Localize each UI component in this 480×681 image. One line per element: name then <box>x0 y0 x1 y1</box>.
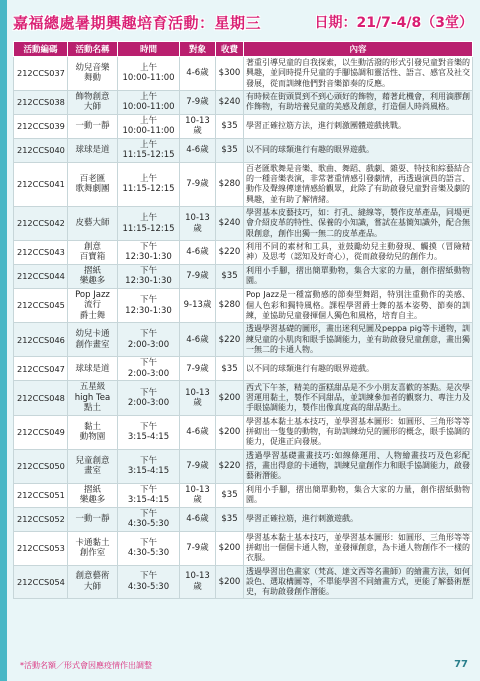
activity-time: 下午 2:00-3:00 <box>118 323 180 357</box>
activity-desc: 有時候在街頭買到不到心頭好的飾物，藉著此機會，利用滴膠創作飾物，有助培養兒童的美感及創意，打造個人時尚風格。 <box>244 90 473 114</box>
table-row <box>14 483 473 507</box>
table-row <box>14 449 473 483</box>
activity-desc: 學習正確拉筋方法，進行刺激團體遊戲挑戰。 <box>244 114 473 138</box>
activity-time: 上午 10:00-11:00 <box>118 90 180 114</box>
activity-fee: $35 <box>216 114 244 138</box>
activity-code: 212CCS054 <box>14 565 68 599</box>
activity-desc: 透過學習基礎畫畫技巧:如線條運用、人物繪畫技巧及色彩配搭，畫出得意的卡通物，訓練兒童創作力和眼手協調能力，啟發藝術潛能。 <box>244 449 473 483</box>
activity-time: 下午 3:15-4:15 <box>118 415 180 449</box>
activity-fee: $220 <box>216 449 244 483</box>
activity-code: 212CCS043 <box>14 240 68 264</box>
table-header-row <box>14 42 473 57</box>
activity-name: 一動一靜 <box>68 114 118 138</box>
activity-time: 下午 4:30-5:30 <box>118 531 180 565</box>
activity-time: 上午 10:00-11:00 <box>118 114 180 138</box>
activity-age: 10-13歲 <box>180 207 216 241</box>
activity-age: 7-9歲 <box>180 449 216 483</box>
activity-code: 212CCS041 <box>14 162 68 206</box>
activity-age: 7-9歲 <box>180 357 216 381</box>
activity-age: 9-13歲 <box>180 288 216 323</box>
activity-fee: $240 <box>216 90 244 114</box>
activity-age: 4-6歲 <box>180 415 216 449</box>
activity-time: 下午 3:15-4:15 <box>118 449 180 483</box>
page-header <box>13 7 473 37</box>
col-header-age: 對象 <box>180 42 216 57</box>
table-row <box>14 138 473 162</box>
activity-code: 212CCS037 <box>14 57 68 91</box>
col-header-name: 活動名稱 <box>68 42 118 57</box>
activity-code: 212CCS047 <box>14 357 68 381</box>
activity-fee: $280 <box>216 288 244 323</box>
activity-fee: $280 <box>216 162 244 206</box>
activity-desc: 以不同的球類進行有趣的眼界遊戲。 <box>244 357 473 381</box>
activity-desc: 著重引導兒童的自我探索，以生動活潑的形式引發兒童對音樂的興趣，並同時提升兒童的手腳協調和靈活性、語言、感官及社交發展，從而訓練他們對音樂節奏的反應。 <box>244 57 473 91</box>
activity-code: 212CCS038 <box>14 90 68 114</box>
table-row <box>14 57 473 91</box>
table-row <box>14 162 473 206</box>
table-row <box>14 288 473 323</box>
table-row <box>14 357 473 381</box>
activity-desc: 學習基本皮藝技巧，如：打孔、縫線等，製作皮革產品，同場更會介紹皮革的特性、保養的小知識，嘗試在基簡知識外，配合無限創意，創作出獨一無二的皮革產品。 <box>244 207 473 241</box>
activity-time: 下午 4:30-5:30 <box>118 565 180 599</box>
footer-note: *活動名額／形式會因應疫情作出調整 <box>20 661 152 670</box>
activity-age: 10-13歲 <box>180 114 216 138</box>
activity-time: 下午 2:00-3:00 <box>118 381 180 416</box>
activity-age: 4-6歲 <box>180 323 216 357</box>
page-number: 77 <box>454 659 468 670</box>
col-header-desc: 內容 <box>244 42 473 57</box>
activity-name: 幼兒卡通 創作畫室 <box>68 323 118 357</box>
activity-name: 創意 百寶箱 <box>68 240 118 264</box>
activity-age: 4-6歲 <box>180 507 216 531</box>
table-row <box>14 323 473 357</box>
activity-age: 7-9歲 <box>180 264 216 288</box>
activity-fee: $35 <box>216 138 244 162</box>
date-range: 日期：21/7-4/8（3堂） <box>314 15 473 31</box>
activity-time: 上午 11:15-12:15 <box>118 138 180 162</box>
activity-desc: 透過學習出色畫家（梵高、達文西等名畫師）的繪畫方法，如何設色、選取構圖等，不單能學習不同繪畫方式，更能了解藝術歷史，有助啟發創作潛能。 <box>244 565 473 599</box>
activity-name: 一動一靜 <box>68 507 118 531</box>
activity-code: 212CCS052 <box>14 507 68 531</box>
activity-fee: $35 <box>216 264 244 288</box>
activity-code: 212CCS040 <box>14 138 68 162</box>
activity-code: 212CCS049 <box>14 415 68 449</box>
page-title: 嘉福總處暑期興趣培育活動：星期三 <box>13 13 262 32</box>
activity-age: 10-13歲 <box>180 381 216 416</box>
activity-fee: $200 <box>216 381 244 416</box>
activity-time: 上午 11:15-12:15 <box>118 162 180 206</box>
activity-fee: $220 <box>216 323 244 357</box>
activity-fee: $35 <box>216 507 244 531</box>
activity-fee: $200 <box>216 531 244 565</box>
activity-time: 下午 12:30-1:30 <box>118 240 180 264</box>
table-row <box>14 531 473 565</box>
col-header-code: 活動編碼 <box>14 42 68 57</box>
activity-code: 212CCS051 <box>14 483 68 507</box>
activity-code: 212CCS039 <box>14 114 68 138</box>
activity-code: 212CCS050 <box>14 449 68 483</box>
activity-desc: Pop Jazz是一種富動感的節奏型舞蹈，特別注重動作的美感、個人色彩和獨特風格。課程學習爵士舞的基本姿勢、節奏的訓練，並協助兒童發揮個人獨色和風格，培育自主。 <box>244 288 473 323</box>
activity-time: 下午 4:30-5:30 <box>118 507 180 531</box>
table-body <box>14 57 473 599</box>
activity-name: 皮藝大師 <box>68 207 118 241</box>
activity-time: 上午 11:15-12:15 <box>118 207 180 241</box>
activity-age: 7-9歲 <box>180 531 216 565</box>
activity-code: 212CCS048 <box>14 381 68 416</box>
activity-desc: 利用小手腳，摺出簡單動物，集合大家的力量，創作摺紙動物園。 <box>244 264 473 288</box>
activity-name: 飾物創意 大師 <box>68 90 118 114</box>
activity-age: 10-13歲 <box>180 565 216 599</box>
activity-name: 五星級 high Tea 點土 <box>68 381 118 416</box>
activity-age: 10-13歲 <box>180 483 216 507</box>
activity-code: 212CCS044 <box>14 264 68 288</box>
activity-time: 上午 10:00-11:00 <box>118 57 180 91</box>
activity-fee: $35 <box>216 357 244 381</box>
activity-name: Pop Jazz 流行 爵士舞 <box>68 288 118 323</box>
activity-fee: $300 <box>216 57 244 91</box>
activity-time: 下午 3:15-4:15 <box>118 483 180 507</box>
activity-code: 212CCS042 <box>14 207 68 241</box>
activity-name: 卡通黏土 創作室 <box>68 531 118 565</box>
table-row <box>14 381 473 416</box>
activity-fee: $35 <box>216 483 244 507</box>
activity-age: 7-9歲 <box>180 162 216 206</box>
table-row <box>14 507 473 531</box>
activity-desc: 學習基本黏土基本技巧，並學習基本圖形：如圓形、三角形等等拼砌出一個個卡通人物，並發揮創意，為卡通人物創作不一樣的衣服。 <box>244 531 473 565</box>
activity-name: 幼兒音樂 舞動 <box>68 57 118 91</box>
table-row <box>14 90 473 114</box>
activity-name: 摺紙 樂趣多 <box>68 264 118 288</box>
activity-table <box>13 41 473 599</box>
activity-desc: 學習正確拉筋，進行刺激遊戲。 <box>244 507 473 531</box>
activity-code: 212CCS045 <box>14 288 68 323</box>
activity-desc: 以不同的球類進行有趣的眼界遊戲。 <box>244 138 473 162</box>
activity-time: 下午 12:30-1:30 <box>118 288 180 323</box>
activity-age: 4-6歲 <box>180 138 216 162</box>
activity-age: 4-6歲 <box>180 57 216 91</box>
activity-time: 下午 12:30-1:30 <box>118 264 180 288</box>
table-row <box>14 114 473 138</box>
activity-name: 黏土 動物園 <box>68 415 118 449</box>
activity-desc: 利用小手腳，摺出簡單動物，集合大家的力量，創作摺紙動物園。 <box>244 483 473 507</box>
activity-desc: 學習基本黏土基本技巧，並學習基本圖形：如圓形、三角形等等拼砌出一隻隻的動物，有助訓練幼兒的圖形的概念，眼手協調的能力，促進正向發展。 <box>244 415 473 449</box>
table-row <box>14 207 473 241</box>
activity-desc: 西式下午茶，精美的蛋糕甜品是不少小朋友喜歡的茶點。是次學習運用黏土，製作不同甜品，並訓練參加者的觀察力、專注力及手眼協調能力，製作出像真度高的甜品點土。 <box>244 381 473 416</box>
activity-desc: 百老匯歌舞是音樂、歌曲、舞蹈、戲劇、雜耍、特技和綜藝結合的一種音樂表演，非常著重情感引發劇情，再透過演員的語言、動作及聲線傳達情感給觀眾，此除了有助啟發兒童對音樂及劇的興趣，並有助了解情緒。 <box>244 162 473 206</box>
activity-name: 球球是道 <box>68 138 118 162</box>
activity-name: 創意藝術 大師 <box>68 565 118 599</box>
activity-fee: $220 <box>216 240 244 264</box>
activity-name: 兒童創意 畫室 <box>68 449 118 483</box>
activity-name: 球球是道 <box>68 357 118 381</box>
col-header-time: 時間 <box>118 42 180 57</box>
col-header-fee: 收費 <box>216 42 244 57</box>
activity-code: 212CCS053 <box>14 531 68 565</box>
activity-fee: $200 <box>216 565 244 599</box>
activity-time: 下午 2:00-3:00 <box>118 357 180 381</box>
activity-age: 7-9歲 <box>180 90 216 114</box>
activity-desc: 利用不同的素材和工具，並鼓勵幼兒主動發現、觸摸（冒險精神）及思考（認知及好奇心），從而啟發幼兒的創作力。 <box>244 240 473 264</box>
activity-age: 4-6歲 <box>180 240 216 264</box>
activity-desc: 透過學習基礎的圖形，畫出迷利兒圖及peppa pig等卡通物，訓練兒童的小肌肉和眼手協調能力，並有助啟發兒童創意，畫出獨一無二的卡通人物。 <box>244 323 473 357</box>
activity-fee: $200 <box>216 415 244 449</box>
activity-code: 212CCS046 <box>14 323 68 357</box>
table-row <box>14 565 473 599</box>
table-row <box>14 240 473 264</box>
activity-fee: $240 <box>216 207 244 241</box>
activity-name: 摺紙 樂趣多 <box>68 483 118 507</box>
activity-name: 百老匯 歌舞劇團 <box>68 162 118 206</box>
table-row <box>14 264 473 288</box>
table-row <box>14 415 473 449</box>
